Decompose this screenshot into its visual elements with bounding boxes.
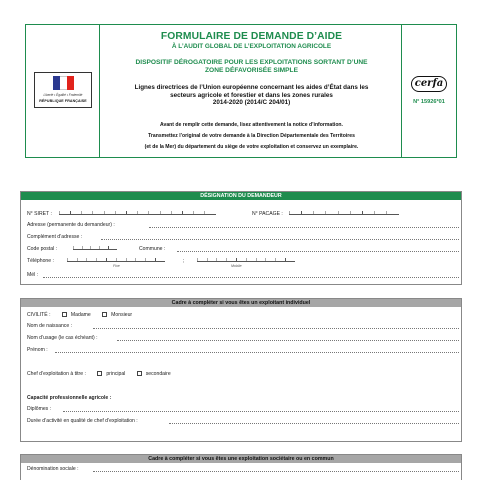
commune-label: Commune :: [139, 246, 166, 252]
siret-label: N° SIRET :: [27, 211, 52, 217]
logo-motto: Liberté • Égalité • Fraternité: [43, 93, 83, 97]
header-title-block: [101, 25, 402, 157]
section-demandeur-title: DÉSIGNATION DU DEMANDEUR: [21, 192, 461, 200]
dispositif-line-1: DISPOSITIF DÉROGATOIRE POUR LES EXPLOITATIONS SORTANT D’UNE: [135, 59, 368, 66]
telephone-fixe-field[interactable]: [67, 258, 165, 262]
commune-field[interactable]: [177, 251, 459, 252]
lignes-line-2: secteurs agricole et forestier et dans les zones rurales: [170, 91, 333, 99]
flag-red-stripe: [67, 76, 74, 90]
diplomes-field[interactable]: [63, 411, 459, 412]
mel-field[interactable]: [43, 277, 459, 278]
madame-label: Madame: [70, 312, 91, 318]
instruction-avant: Avant de remplir cette demande, lisez attentivement la notice d’information.: [160, 122, 343, 128]
prenom-label: Prénom :: [27, 347, 48, 353]
instruction-departement: (et de la Mer) du département du siège de votre exploitation et conservez un exemplaire.: [144, 144, 359, 150]
diplomes-label: Diplômes :: [27, 406, 52, 412]
mel-label: Mél :: [27, 272, 39, 278]
capacite-heading: Capacité professionnelle agricole :: [27, 395, 112, 401]
flag-white-stripe: [60, 76, 67, 90]
denomination-field[interactable]: [93, 471, 459, 472]
cerfa-cell: [401, 25, 456, 157]
instruction-transmettez: Transmettez l’original de votre demande à la Direction Départementale des Territoires: [148, 133, 355, 139]
principal-label: principal: [106, 371, 126, 377]
prenom-field[interactable]: [55, 352, 459, 353]
nom-usage-label: Nom d’usage (le cas échéant) :: [27, 335, 98, 341]
cerfa-number: N° 15926*01: [413, 99, 445, 105]
nom-naissance-label: Nom de naissance :: [27, 323, 73, 329]
logo-cell: [26, 25, 100, 157]
chef-row: [27, 371, 171, 377]
denomination-label: Dénomination sociale :: [27, 466, 79, 472]
pacage-label: N° PACAGE :: [252, 211, 283, 217]
monsieur-checkbox[interactable]: [102, 312, 107, 317]
lignes-directrices: [111, 84, 392, 107]
section-demandeur: [20, 191, 462, 285]
duree-label: Durée d’activité en qualité de chef d’exploitation :: [27, 418, 138, 424]
form-subtitle: À L’AUDIT GLOBAL DE L’EXPLOITATION AGRICOLE: [171, 43, 332, 50]
section-societaire: [20, 454, 462, 480]
principal-checkbox[interactable]: [97, 371, 102, 376]
cerfa-logo: cerfa: [411, 76, 447, 92]
complement-label: Complément d’adresse :: [27, 234, 83, 240]
siret-field[interactable]: [59, 211, 216, 215]
secondaire-checkbox[interactable]: [137, 371, 142, 376]
nom-usage-field[interactable]: [117, 340, 459, 341]
section-individuel: [20, 298, 462, 442]
nom-naissance-field[interactable]: [93, 328, 459, 329]
madame-checkbox[interactable]: [62, 312, 67, 317]
form-header: [25, 24, 457, 158]
monsieur-label: Monsieur: [111, 312, 133, 318]
republique-francaise-logo: [34, 72, 92, 108]
telephone-fixe-caption: Fixe: [113, 264, 120, 268]
lignes-line-3: 2014-2020 (2014/C 204/01): [212, 99, 291, 107]
form-title: FORMULAIRE DE DEMANDE D’AIDE: [160, 31, 343, 42]
dispositif-line-2: ZONE DÉFAVORISÉE SIMPLE: [205, 67, 298, 74]
flag-blue-stripe: [53, 76, 60, 90]
complement-field[interactable]: [101, 239, 459, 240]
adresse-field[interactable]: [149, 227, 459, 228]
telephone-separator: ;: [183, 258, 185, 264]
adresse-label: Adresse (permanente du demandeur) :: [27, 222, 115, 228]
section-societaire-title: Cadre à compléter si vous êtes une exploitation sociétaire ou en commun: [21, 455, 461, 463]
logo-republique: RÉPUBLIQUE FRANÇAISE: [39, 99, 87, 103]
dispositif-heading: [111, 59, 392, 75]
lignes-line-1: Lignes directrices de l’Union européenne concernant les aides d’État dans les: [134, 84, 369, 91]
code-postal-label: Code postal :: [27, 246, 58, 252]
telephone-mobile-caption: Mobile: [231, 264, 242, 268]
civilite-row: [27, 312, 132, 318]
pacage-field[interactable]: [289, 211, 399, 215]
civilite-label: CIVILITÉ :: [27, 312, 51, 318]
code-postal-field[interactable]: [73, 246, 117, 250]
duree-field[interactable]: [169, 423, 459, 424]
telephone-label: Téléphone :: [27, 258, 54, 264]
section-individuel-title: Cadre à compléter si vous êtes un exploitant individuel: [21, 299, 461, 307]
chef-label: Chef d’exploitation à titre :: [27, 371, 86, 377]
telephone-mobile-field[interactable]: [197, 258, 295, 262]
secondaire-label: secondaire: [145, 371, 171, 377]
